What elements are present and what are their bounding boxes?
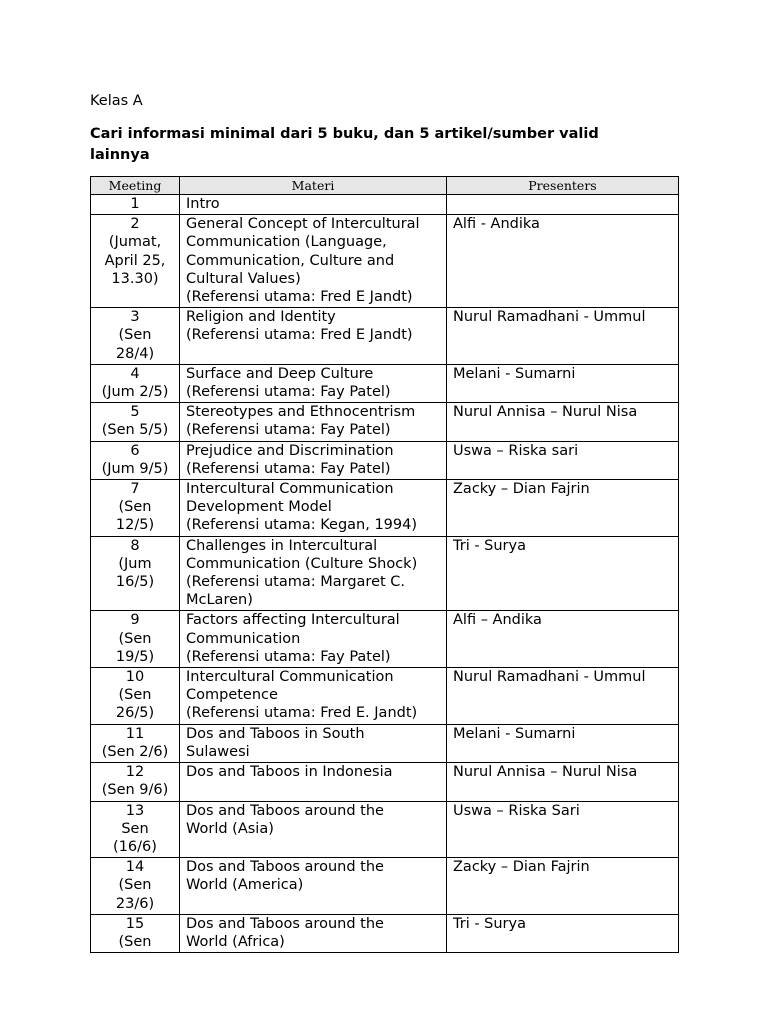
- cell-meeting: [91, 441, 180, 479]
- cell-materi: [180, 858, 447, 915]
- cell-meeting: [91, 195, 180, 215]
- materi-line: (Referensi utama: Fay Patel): [186, 384, 391, 401]
- table-row: [91, 480, 679, 537]
- cell-materi: [180, 536, 447, 611]
- cell-meeting: [91, 763, 180, 801]
- meeting-line: 6: [130, 442, 140, 459]
- materi-line: Prejudice and Discrimination: [186, 442, 394, 459]
- cell-presenters: Nurul Annisa – Nurul Nisa: [447, 403, 679, 441]
- meeting-line: (Sen: [118, 499, 152, 516]
- table-row: [91, 611, 679, 668]
- meeting-line: (Jum: [118, 555, 152, 572]
- cell-materi: [180, 763, 447, 801]
- cell-presenters: Uswa – Riska sari: [447, 441, 679, 479]
- cell-presenters: Zacky – Dian Fajrin: [447, 858, 679, 915]
- cell-meeting: [91, 914, 180, 952]
- meeting-line: 16/5): [115, 574, 155, 591]
- materi-line: McLaren): [186, 592, 253, 609]
- materi-line: Factors affecting Intercultural: [186, 612, 400, 629]
- meeting-line: 13.30): [111, 270, 159, 287]
- meeting-line: 14: [125, 859, 145, 876]
- meeting-line: (Sen: [118, 877, 152, 894]
- meeting-line: (Jum 9/5): [101, 460, 169, 477]
- materi-line: Dos and Taboos in South: [186, 725, 365, 742]
- cell-presenters: Melani - Sumarni: [447, 364, 679, 402]
- meeting-line: 5: [130, 404, 140, 421]
- table-row: [91, 403, 679, 441]
- table-row: [91, 858, 679, 915]
- cell-presenters: Melani - Sumarni: [447, 724, 679, 762]
- meeting-line: 11: [125, 725, 145, 742]
- cell-meeting: [91, 215, 180, 308]
- header-meeting: Meeting: [91, 177, 180, 195]
- meeting-line: 10: [125, 669, 145, 686]
- cell-presenters: Tri - Surya: [447, 914, 679, 952]
- meeting-line: 19/5): [115, 648, 155, 665]
- meeting-line: 26/5): [115, 705, 155, 722]
- document-subheading: Cari informasi minimal dari 5 buku, dan 5 artikel/sumber valid lainnya: [90, 126, 599, 163]
- meeting-line: (Jumat,: [108, 234, 162, 251]
- cell-meeting: [91, 480, 180, 537]
- materi-line: (Referensi utama: Fred E Jandt): [186, 327, 413, 344]
- meeting-line: 15: [125, 915, 145, 932]
- materi-line: Intercultural Communication: [186, 481, 394, 498]
- cell-meeting: [91, 536, 180, 611]
- cell-meeting: [91, 858, 180, 915]
- table-row: [91, 195, 679, 215]
- meeting-line: (Sen 5/5): [101, 422, 169, 439]
- cell-meeting: [91, 668, 180, 725]
- meeting-line: (Jum 2/5): [101, 384, 169, 401]
- table-row: [91, 724, 679, 762]
- cell-materi: [180, 364, 447, 402]
- cell-presenters: Alfi – Andika: [447, 611, 679, 668]
- cell-materi: [180, 480, 447, 537]
- cell-meeting: [91, 364, 180, 402]
- meeting-line: 23/6): [115, 895, 155, 912]
- meeting-line: Sen: [121, 820, 149, 837]
- cell-materi: [180, 801, 447, 858]
- materi-line: Communication (Language,: [186, 234, 387, 251]
- schedule-table: [90, 176, 679, 953]
- table-row: [91, 308, 679, 365]
- meeting-line: April 25,: [104, 252, 166, 269]
- table-row: [91, 536, 679, 611]
- cell-materi: [180, 724, 447, 762]
- meeting-line: 28/4): [115, 345, 155, 362]
- cell-presenters: Nurul Ramadhani - Ummul: [447, 308, 679, 365]
- meeting-line: (16/6): [113, 838, 157, 855]
- cell-presenters: Zacky – Dian Fajrin: [447, 480, 679, 537]
- materi-line: Stereotypes and Ethnocentrism: [186, 404, 416, 421]
- materi-line: Communication, Culture and: [186, 252, 395, 269]
- cell-meeting: [91, 724, 180, 762]
- materi-line: World (Asia): [186, 820, 274, 837]
- materi-line: (Referensi utama: Fred E. Jandt): [186, 705, 418, 722]
- materi-line: Intro: [186, 196, 220, 212]
- materi-line: Dos and Taboos around the: [186, 859, 384, 876]
- cell-materi: [180, 668, 447, 725]
- materi-line: Communication: [186, 630, 301, 647]
- table-body: [91, 195, 679, 953]
- meeting-line: (Sen 9/6): [101, 782, 169, 799]
- cell-presenters: Uswa – Riska Sari: [447, 801, 679, 858]
- meeting-line: 2: [130, 216, 140, 233]
- cell-meeting: [91, 403, 180, 441]
- materi-line: (Referensi utama: Fred E Jandt): [186, 289, 413, 306]
- materi-line: Dos and Taboos around the: [186, 802, 384, 819]
- materi-line: General Concept of Intercultural: [186, 216, 420, 233]
- meeting-line: 3: [130, 309, 140, 326]
- meeting-line: 8: [130, 537, 140, 554]
- materi-line: Competence: [186, 687, 278, 704]
- materi-line: Religion and Identity: [186, 309, 336, 326]
- cell-presenters: Nurul Ramadhani - Ummul: [447, 668, 679, 725]
- meeting-line: 9: [130, 612, 140, 629]
- meeting-line: 13: [125, 802, 145, 819]
- meeting-line: 7: [130, 481, 140, 498]
- document-heading: Kelas A: [90, 93, 143, 109]
- meeting-line: (Sen 2/6): [101, 743, 169, 760]
- materi-line: (Referensi utama: Fay Patel): [186, 422, 391, 439]
- meeting-line: (Sen: [118, 933, 152, 950]
- meeting-line: 12: [125, 764, 145, 781]
- cell-presenters: Alfi - Andika: [447, 215, 679, 308]
- table-header-row: [91, 177, 679, 195]
- table-row: [91, 914, 679, 952]
- meeting-line: 12/5): [115, 517, 155, 534]
- cell-materi: [180, 308, 447, 365]
- materi-line: (Referensi utama: Margaret C.: [186, 574, 406, 591]
- meeting-line: (Sen: [118, 327, 152, 344]
- cell-presenters: [447, 195, 679, 215]
- materi-line: (Referensi utama: Fay Patel): [186, 648, 391, 665]
- cell-materi: [180, 215, 447, 308]
- cell-meeting: [91, 801, 180, 858]
- materi-line: (Referensi utama: Fay Patel): [186, 460, 391, 477]
- meeting-line: 4: [130, 365, 140, 382]
- cell-materi: [180, 441, 447, 479]
- table-row: [91, 801, 679, 858]
- materi-line: Dos and Taboos around the: [186, 915, 384, 932]
- cell-materi: [180, 914, 447, 952]
- materi-line: Cultural Values): [186, 270, 301, 287]
- materi-line: Challenges in Intercultural: [186, 537, 378, 554]
- header-presenters: Presenters: [447, 177, 679, 195]
- cell-materi: [180, 195, 447, 215]
- table-row: [91, 668, 679, 725]
- meeting-line: (Sen: [118, 630, 152, 647]
- meeting-line: (Sen: [118, 687, 152, 704]
- cell-presenters: Tri - Surya: [447, 536, 679, 611]
- meeting-line: 1: [130, 196, 140, 212]
- cell-materi: [180, 611, 447, 668]
- materi-line: World (America): [186, 877, 304, 894]
- table-row: [91, 441, 679, 479]
- table-row: [91, 763, 679, 801]
- table-row: [91, 215, 679, 308]
- materi-line: World (Africa): [186, 933, 285, 950]
- materi-line: Development Model: [186, 499, 332, 516]
- materi-line: Intercultural Communication: [186, 669, 394, 686]
- materi-line: Communication (Culture Shock): [186, 555, 418, 572]
- cell-meeting: [91, 611, 180, 668]
- cell-materi: [180, 403, 447, 441]
- cell-meeting: [91, 308, 180, 365]
- materi-line: Dos and Taboos in Indonesia: [186, 764, 393, 781]
- materi-line: Surface and Deep Culture: [186, 365, 374, 382]
- table-row: [91, 364, 679, 402]
- cell-presenters: Nurul Annisa – Nurul Nisa: [447, 763, 679, 801]
- materi-line: Sulawesi: [186, 743, 250, 760]
- materi-line: (Referensi utama: Kegan, 1994): [186, 517, 418, 534]
- header-materi: Materi: [180, 177, 447, 195]
